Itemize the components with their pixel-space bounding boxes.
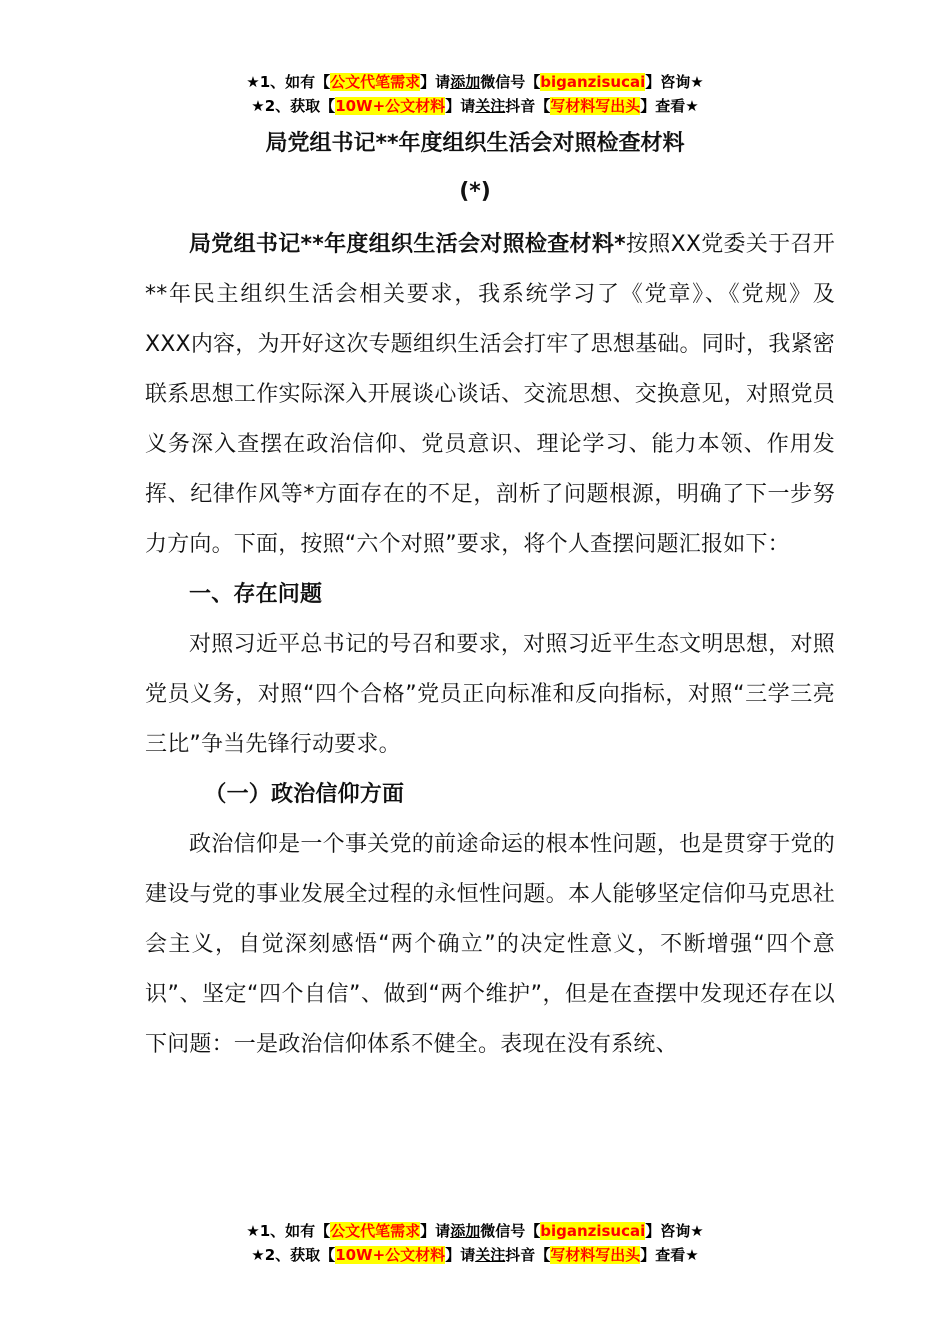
promo-text: 】请 bbox=[420, 1222, 451, 1240]
promo-text: 微信号【 bbox=[480, 1222, 541, 1240]
promo-text: 抖音【 bbox=[505, 97, 551, 115]
promo-line-1 bbox=[0, 70, 950, 94]
document-body bbox=[145, 220, 835, 1070]
promo-text: ★2、获取【 bbox=[251, 1246, 336, 1264]
promo-text: ★2、获取【 bbox=[251, 97, 336, 115]
document-subtitle: (*) bbox=[459, 179, 491, 204]
promo-banner-bottom bbox=[0, 1219, 950, 1267]
promo-highlight: 10W+公文材料 bbox=[335, 1246, 446, 1264]
promo-highlight: biganzisucai bbox=[540, 1222, 646, 1240]
promo-text: 】查看★ bbox=[640, 97, 699, 115]
promo-highlight: 公文代笔需求 bbox=[330, 1222, 421, 1240]
promo-emphasis: 关注 bbox=[475, 1246, 506, 1264]
promo-text: ★1、如有【 bbox=[246, 73, 331, 91]
promo-line-1 bbox=[0, 1219, 950, 1243]
promo-emphasis: 添加 bbox=[450, 73, 481, 91]
promo-text: 】咨询★ bbox=[645, 1222, 704, 1240]
promo-banner-top bbox=[0, 70, 950, 118]
intro-text: 按照XX党委关于召开**年民主组织生活会相关要求，我系统学习了《党章》、《党规》及XXX内容，为开好这次专题组织生活会打牢了思想基础。同时，我紧密联系思想工作实际深入开展谈心谈话、交流思想、交换意见，对照党员义务深入查摆在政治信仰、党员意识、理论学习、能力本领、作用发挥、纪律作风等*方面存在的不足，剖析了问题根源，明确了下一步努力方向。下面，按照“六个对照”要求，将个人查摆问题汇报如下： bbox=[145, 232, 835, 557]
promo-text: 】查看★ bbox=[640, 1246, 699, 1264]
promo-emphasis: 关注 bbox=[475, 97, 506, 115]
subsection-heading: （一）政治信仰方面 bbox=[204, 782, 405, 807]
promo-text: 】请 bbox=[445, 97, 476, 115]
promo-line-2 bbox=[0, 1243, 950, 1267]
section-heading: 一、存在问题 bbox=[189, 582, 323, 607]
promo-highlight: 写材料写出头 bbox=[550, 1246, 641, 1264]
promo-highlight: 10W+公文材料 bbox=[335, 97, 446, 115]
promo-text: 】请 bbox=[445, 1246, 476, 1264]
promo-text: 】请 bbox=[420, 73, 451, 91]
section-paragraph: 对照习近平总书记的号召和要求，对照习近平生态文明思想，对照党员义务，对照“四个合格”党员正向标准和反向指标，对照“三学三亮三比”争当先锋行动要求。 bbox=[145, 632, 835, 757]
promo-line-2 bbox=[0, 94, 950, 118]
promo-highlight: biganzisucai bbox=[540, 73, 646, 91]
promo-emphasis: 添加 bbox=[450, 1222, 481, 1240]
intro-lead: 局党组书记**年度组织生活会对照检查材料* bbox=[189, 232, 626, 257]
intro-paragraph bbox=[145, 220, 835, 570]
promo-text: 抖音【 bbox=[505, 1246, 551, 1264]
document-title: 局党组书记**年度组织生活会对照检查材料 bbox=[265, 131, 685, 156]
promo-highlight: 公文代笔需求 bbox=[330, 73, 421, 91]
promo-highlight: 写材料写出头 bbox=[550, 97, 641, 115]
promo-text: ★1、如有【 bbox=[246, 1222, 331, 1240]
promo-text: 】咨询★ bbox=[645, 73, 704, 91]
subsection-paragraph: 政治信仰是一个事关党的前途命运的根本性问题，也是贯穿于党的建设与党的事业发展全过程的永恒性问题。本人能够坚定信仰马克思社会主义，自觉深刻感悟“两个确立”的决定性意义，不断增强“四个意识”、坚定“四个自信”、做到“两个维护”，但是在查摆中发现还存在以下问题：一是政治信仰体系不健全。表现在没有系统、 bbox=[145, 832, 835, 1057]
promo-text: 微信号【 bbox=[480, 73, 541, 91]
